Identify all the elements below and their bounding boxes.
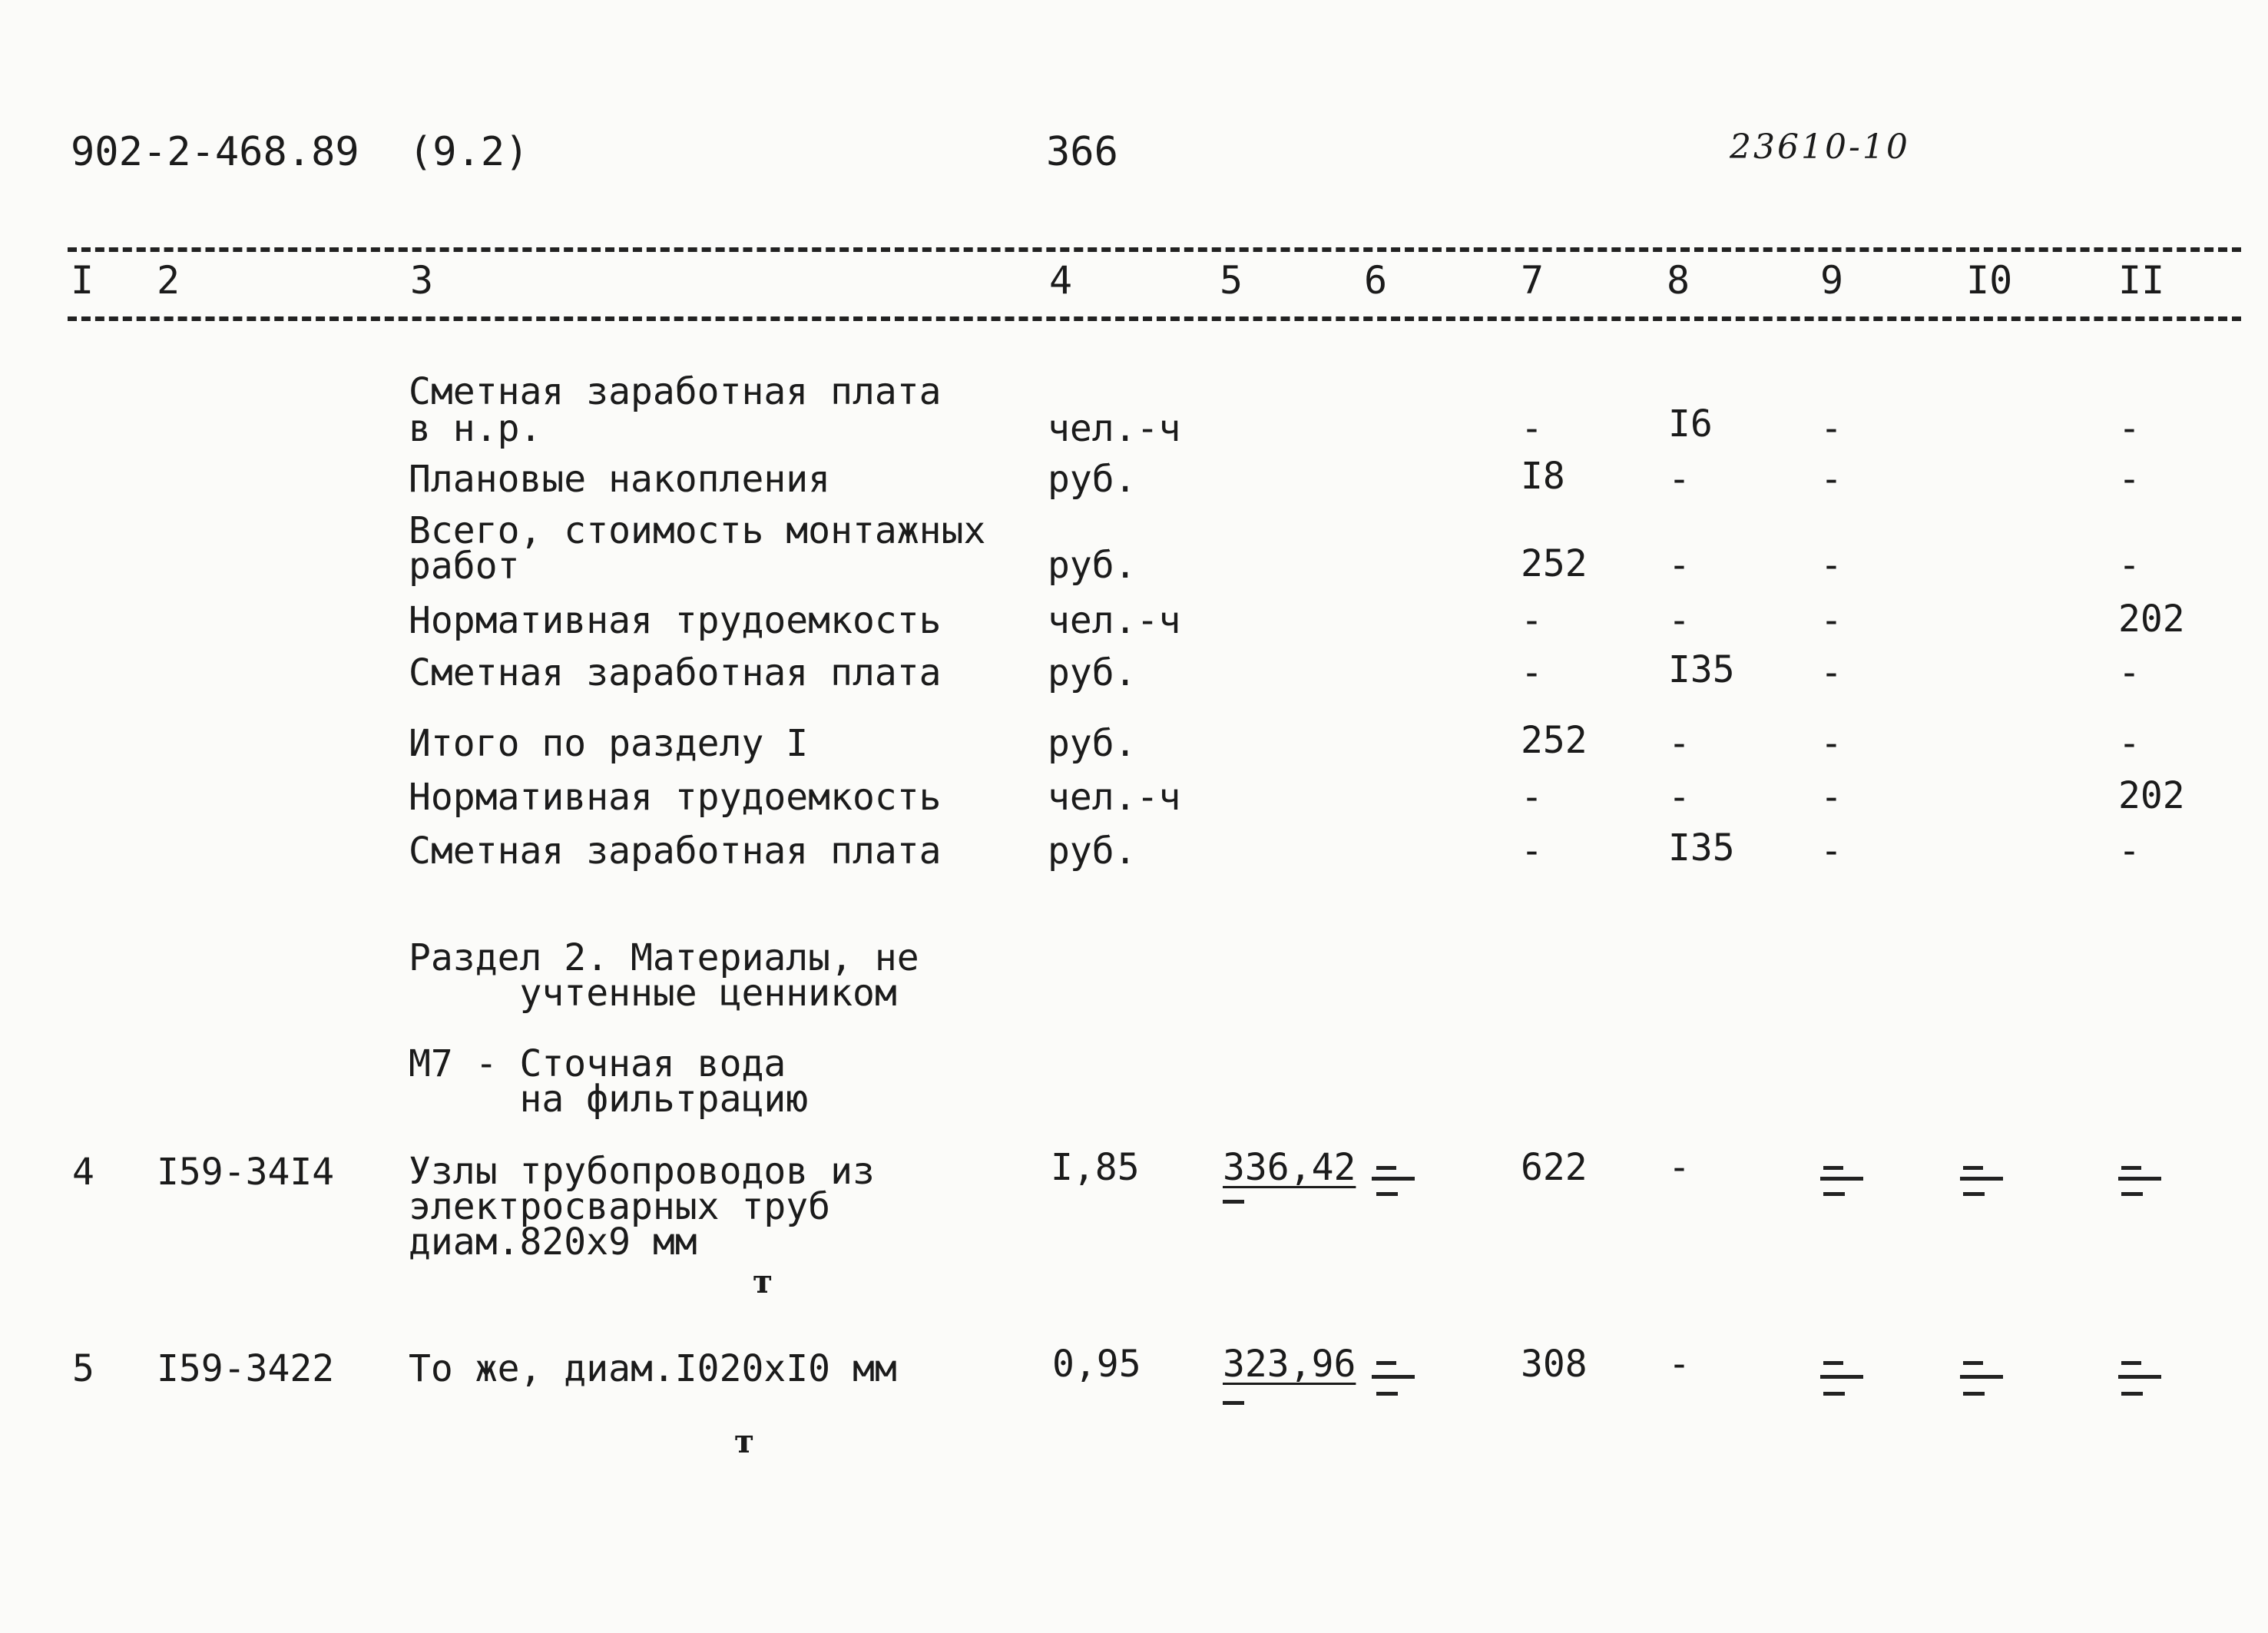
row-col9: - (1820, 651, 1843, 694)
row-col11: - (2118, 830, 2141, 873)
section-total-name: Итого по разделу I (409, 722, 809, 765)
row-unit: чел.-ч (1048, 776, 1181, 819)
row-name: Всего, стоимость монтажных работ (409, 509, 986, 588)
page-number: 366 (1046, 129, 1118, 175)
item-col7: 622 (1521, 1146, 1588, 1189)
header-rule-top (68, 247, 2241, 252)
row-name: Сметная заработная плата (409, 830, 942, 873)
row-col8: I35 (1668, 826, 1735, 869)
unit-mark: т (753, 1263, 773, 1300)
item-number: 4 (72, 1151, 94, 1194)
item-quantity: 0,95 (1052, 1343, 1141, 1386)
row-col8: - (1668, 599, 1690, 642)
row-unit: руб. (1048, 458, 1137, 501)
row-col8: I35 (1668, 648, 1735, 691)
ditto-mark (2118, 1361, 2164, 1404)
row-col11: - (2118, 722, 2141, 765)
row-unit: руб. (1048, 722, 1137, 765)
row-col11: 202 (2118, 598, 2185, 641)
unit-mark: т (734, 1423, 755, 1460)
row-col8: - (1668, 722, 1690, 765)
item-col8: - (1668, 1343, 1690, 1386)
row-unit: руб. (1048, 651, 1137, 694)
column-number-9: 9 (1820, 258, 1844, 303)
ditto-mark (1372, 1361, 1418, 1404)
item-unit-price: 323,96 (1223, 1343, 1356, 1386)
ditto-mark (1223, 1200, 1246, 1203)
row-unit: чел.-ч (1048, 407, 1181, 450)
item-col7: 308 (1521, 1343, 1588, 1386)
column-number-2: 2 (157, 258, 180, 303)
section-number: (9.2) (409, 129, 529, 175)
row-col9: - (1820, 599, 1843, 642)
column-number-7: 7 (1521, 258, 1545, 303)
row-unit: руб. (1048, 830, 1137, 873)
row-name: Плановые накопления (409, 458, 831, 501)
item-quantity: I,85 (1051, 1146, 1140, 1189)
row-col11: - (2118, 407, 2141, 450)
archive-number: 23610-10 (1730, 128, 1910, 167)
row-col11: - (2118, 544, 2141, 587)
ditto-mark (1223, 1401, 1246, 1404)
item-col8: - (1668, 1146, 1690, 1189)
item-name: То же, диам.I020хI0 мм (409, 1347, 897, 1390)
column-number-3: 3 (410, 258, 434, 303)
row-name: Нормативная трудоемкость (409, 776, 942, 819)
row-col9: - (1820, 407, 1843, 450)
row-col9: - (1820, 722, 1843, 765)
column-number-8: 8 (1667, 258, 1690, 303)
row-unit: руб. (1048, 544, 1137, 587)
row-name: Сметная заработная плата в н.р. (409, 370, 942, 450)
row-col9: - (1820, 544, 1843, 587)
ditto-mark (1820, 1361, 1866, 1404)
row-name: Нормативная трудоемкость (409, 599, 942, 642)
item-unit-price: 336,42 (1223, 1146, 1356, 1189)
section-2-title: Раздел 2. Материалы, не учтенные ценником (409, 936, 919, 1015)
item-code: I59-3422 (157, 1347, 335, 1390)
column-number-4: 4 (1049, 258, 1073, 303)
column-number-6: 6 (1364, 258, 1388, 303)
row-col11: 202 (2118, 774, 2185, 817)
row-col9: - (1820, 458, 1843, 501)
ditto-mark (2118, 1166, 2164, 1204)
row-col7: - (1521, 599, 1543, 642)
ditto-mark (1820, 1166, 1866, 1204)
column-number-1: I (71, 258, 94, 303)
row-col7: - (1521, 651, 1543, 694)
item-name: Узлы трубопроводов из электросварных труб диам.820х9 мм (409, 1150, 875, 1264)
row-col7: 252 (1521, 719, 1588, 762)
row-col8: - (1668, 458, 1690, 501)
item-number: 5 (72, 1347, 94, 1390)
row-col8: I6 (1668, 402, 1713, 446)
row-col11: - (2118, 458, 2141, 501)
row-col11: - (2118, 651, 2141, 694)
column-number-10: I0 (1966, 258, 2013, 303)
ditto-mark (1960, 1361, 2006, 1404)
row-col9: - (1820, 776, 1843, 819)
ditto-mark (1372, 1166, 1418, 1204)
ditto-mark (1960, 1166, 2006, 1204)
row-col7: 252 (1521, 542, 1588, 585)
header-rule-bottom (68, 316, 2241, 321)
subsection-title: М7 - Сточная вода на фильтрацию (409, 1042, 809, 1121)
row-col7: - (1521, 830, 1543, 873)
row-name: Сметная заработная плата (409, 651, 942, 694)
row-col8: - (1668, 776, 1690, 819)
row-col9: - (1820, 830, 1843, 873)
row-col7: - (1521, 776, 1543, 819)
item-code: I59-34I4 (157, 1151, 335, 1194)
row-col7: - (1521, 407, 1543, 450)
column-number-5: 5 (1220, 258, 1243, 303)
row-col8: - (1668, 544, 1690, 587)
column-number-11: II (2118, 258, 2165, 303)
row-unit: чел.-ч (1048, 599, 1181, 642)
row-col7: I8 (1521, 455, 1565, 498)
document-code: 902-2-468.89 (71, 129, 359, 175)
